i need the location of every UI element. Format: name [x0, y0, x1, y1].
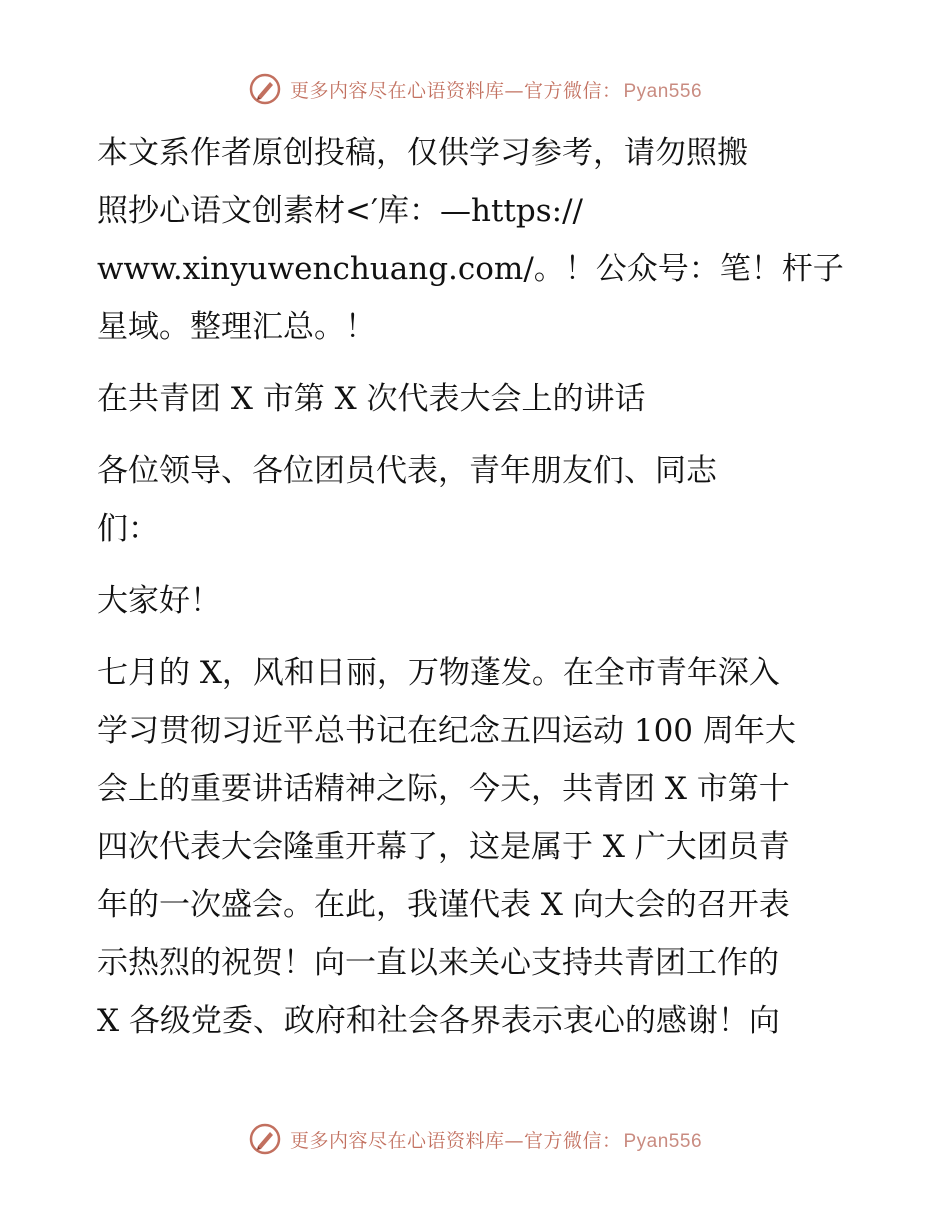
text-line: 各位领导、各位团员代表，青年朋友们、同志 — [97, 453, 717, 489]
text-line: X 各级党委、政府和社会各界表示衷心的感谢！向 — [97, 1003, 780, 1039]
text-line: 照抄心语文创素材<′库：—https:// — [97, 193, 583, 229]
document-body — [97, 124, 857, 1050]
text-line: 示热烈的祝贺！向一直以来关心支持共青团工作的 — [97, 945, 779, 981]
text-line: www.xinyuwenchuang.com/。！公众号：笔！杆子 — [97, 251, 844, 287]
footer-watermark — [0, 1122, 950, 1156]
pen-seal-icon — [248, 72, 282, 106]
text-line: 大家好！ — [97, 583, 221, 619]
document-title: 在共青团 X 市第 X 次代表大会上的讲话 — [97, 381, 646, 417]
wechat-id: Pyan556 — [623, 1130, 703, 1152]
pen-seal-icon — [248, 1122, 282, 1156]
wechat-id: Pyan556 — [623, 80, 703, 102]
watermark-text: 更多内容尽在心语资料库—官方微信： Pyan556 — [289, 1129, 703, 1152]
text-line: 学习贯彻习近平总书记在纪念五四运动 100 周年大 — [97, 713, 796, 749]
header-watermark — [0, 72, 950, 106]
text-line: 星域。整理汇总。！ — [97, 309, 376, 345]
text-line: 四次代表大会隆重开幕了，这是属于 X 广大团员青 — [97, 829, 790, 865]
text-line: 年的一次盛会。在此，我谨代表 X 向大会的召开表 — [97, 887, 790, 923]
text-line: 们： — [97, 511, 159, 547]
text-line: 会上的重要讲话精神之际，今天，共青团 X 市第十 — [97, 771, 790, 807]
watermark-text: 更多内容尽在心语资料库—官方微信： Pyan556 — [289, 79, 703, 102]
text-line: 七月的 X，风和日丽，万物蓬发。在全市青年深入 — [97, 655, 780, 691]
text-line: 本文系作者原创投稿，仅供学习参考，请勿照搬 — [97, 135, 748, 171]
